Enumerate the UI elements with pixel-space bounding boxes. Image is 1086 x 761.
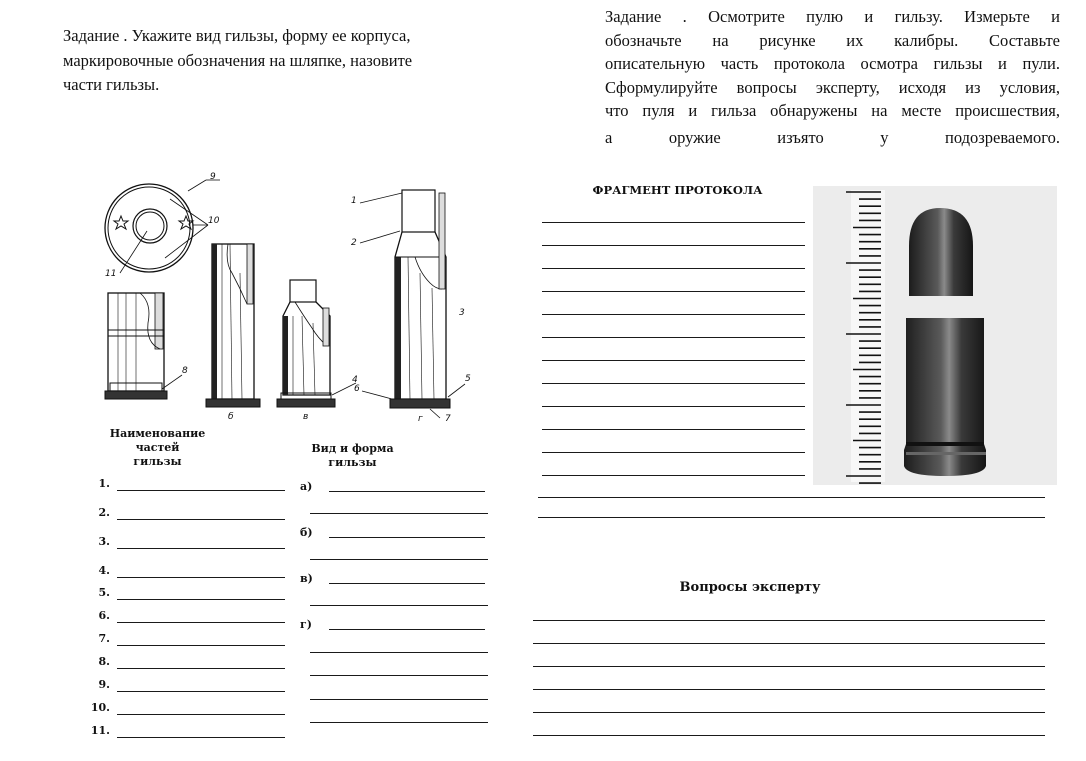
heading-line: гильзы	[133, 455, 182, 468]
parts-answer-line[interactable]	[117, 599, 285, 600]
photo-svg	[813, 186, 1057, 485]
parts-answer-line[interactable]	[117, 519, 285, 520]
protocol-title: ФРАГМЕНТ ПРОТОКОЛА	[592, 183, 763, 197]
shape-answer-line[interactable]	[329, 491, 485, 492]
task-right-line: Сформулируйте вопросы эксперту, исходя из условия,	[605, 77, 1060, 97]
shape-answer-line[interactable]	[310, 722, 488, 723]
task-right-line: Задание . Осмотрите пулю и гильзу. Измерьте и	[605, 7, 1060, 26]
variant-label: б	[228, 412, 234, 422]
case-a-drawing	[105, 293, 167, 399]
shape-answer-line[interactable]	[310, 513, 488, 514]
parts-answer-line[interactable]	[117, 490, 285, 491]
case-b-drawing	[206, 244, 260, 407]
protocol-answer-line[interactable]	[542, 222, 805, 223]
protocol-answer-line[interactable]	[542, 383, 805, 384]
star-icon	[114, 216, 128, 229]
callout-label: 8	[182, 366, 188, 376]
parts-answer-line[interactable]	[117, 577, 285, 578]
shape-answer-line[interactable]	[329, 629, 485, 630]
expert-answer-line[interactable]	[533, 666, 1045, 667]
parts-answer-line[interactable]	[117, 645, 285, 646]
expert-questions-title: Вопросы эксперту	[679, 580, 821, 595]
callout-label: 10	[208, 216, 220, 226]
task-right-line: что пуля и гильза обнаружены на месте происшествия,	[605, 101, 1060, 121]
shape-answer-line[interactable]	[329, 537, 485, 538]
variant-label: в	[303, 412, 309, 422]
parts-answer-line[interactable]	[117, 714, 285, 715]
protocol-answer-line[interactable]	[542, 314, 805, 315]
parts-answer-line[interactable]	[117, 622, 285, 623]
heading-line: частей	[135, 441, 180, 454]
callout-label: 7	[445, 414, 451, 424]
expert-answer-line[interactable]	[533, 620, 1045, 621]
task-right-line: а оружие изъято у подозреваемого.	[605, 127, 1060, 147]
callout-label: 11	[105, 269, 117, 279]
case-v-drawing	[277, 280, 335, 407]
shape-answer-line[interactable]	[310, 559, 488, 560]
shape-answer-line[interactable]	[310, 699, 488, 700]
parts-item-number: 10.	[90, 701, 110, 714]
parts-answer-line[interactable]	[117, 691, 285, 692]
callout-label: 9	[210, 172, 216, 182]
callout-label: 3	[459, 308, 465, 318]
expert-answer-line[interactable]	[533, 712, 1045, 713]
bullet-case-photo	[813, 186, 1057, 485]
protocol-answer-line[interactable]	[542, 406, 805, 407]
heading-line: Вид и форма	[311, 442, 394, 455]
parts-list-heading	[95, 427, 220, 469]
heading-line: Наименование	[109, 427, 206, 440]
shape-list-heading	[295, 442, 410, 470]
protocol-answer-line[interactable]	[542, 291, 805, 292]
case-head-view	[105, 180, 220, 273]
bullet	[909, 208, 973, 296]
parts-answer-line[interactable]	[117, 548, 285, 549]
shape-answer-line[interactable]	[310, 675, 488, 676]
shape-answer-line[interactable]	[310, 652, 488, 653]
parts-item-number: 9.	[98, 678, 110, 691]
shape-item-label: г)	[300, 618, 312, 631]
parts-item-number: 4.	[98, 564, 110, 577]
protocol-answer-line[interactable]	[542, 475, 805, 476]
callout-label: 1	[351, 196, 357, 206]
protocol-answer-line[interactable]	[538, 517, 1045, 518]
protocol-answer-line[interactable]	[542, 268, 805, 269]
shape-answer-line[interactable]	[329, 583, 485, 584]
parts-answer-line[interactable]	[117, 668, 285, 669]
shape-item-label: б)	[300, 526, 313, 539]
protocol-answer-line[interactable]	[542, 429, 805, 430]
callout-label: 2	[351, 238, 357, 248]
protocol-answer-line[interactable]	[542, 245, 805, 246]
heading-line: гильзы	[328, 456, 377, 469]
shape-item-label: в)	[300, 572, 313, 585]
protocol-answer-line[interactable]	[542, 360, 805, 361]
star-icon	[179, 216, 193, 229]
task-left-text	[63, 24, 503, 98]
protocol-answer-line[interactable]	[542, 337, 805, 338]
parts-item-number: 7.	[98, 632, 110, 645]
expert-answer-line[interactable]	[533, 643, 1045, 644]
parts-item-number: 5.	[98, 586, 110, 599]
parts-answer-line[interactable]	[117, 737, 285, 738]
protocol-answer-line[interactable]	[538, 497, 1045, 498]
variant-label: г	[418, 414, 423, 424]
task-right-line: описательную часть протокола осмотра гильзы и пули.	[605, 54, 1060, 74]
task-left-line: части гильзы.	[63, 75, 160, 94]
shape-item-label: а)	[300, 480, 313, 493]
parts-item-number: 1.	[98, 477, 110, 490]
cartridge-case-diagram	[100, 163, 470, 428]
task-left-line: Задание . Укажите вид гильзы, форму ее корпуса,	[63, 26, 411, 45]
parts-item-number: 8.	[98, 655, 110, 668]
shape-answer-line[interactable]	[310, 605, 488, 606]
expert-answer-line[interactable]	[533, 735, 1045, 736]
parts-item-number: 11.	[90, 724, 110, 737]
task-left-line: маркировочные обозначения на шляпке, назовите	[63, 50, 413, 70]
protocol-answer-line[interactable]	[542, 452, 805, 453]
parts-item-number: 3.	[98, 535, 110, 548]
callout-label: 6	[354, 384, 360, 394]
parts-item-number: 2.	[98, 506, 110, 519]
callout-label: 5	[465, 374, 471, 384]
task-right-text	[605, 5, 1060, 150]
expert-answer-line[interactable]	[533, 689, 1045, 690]
task-right-line: обозначьте на рисунке их калибры. Составьте	[605, 30, 1060, 50]
callout-label: 4	[352, 375, 358, 385]
parts-item-number: 6.	[98, 609, 110, 622]
